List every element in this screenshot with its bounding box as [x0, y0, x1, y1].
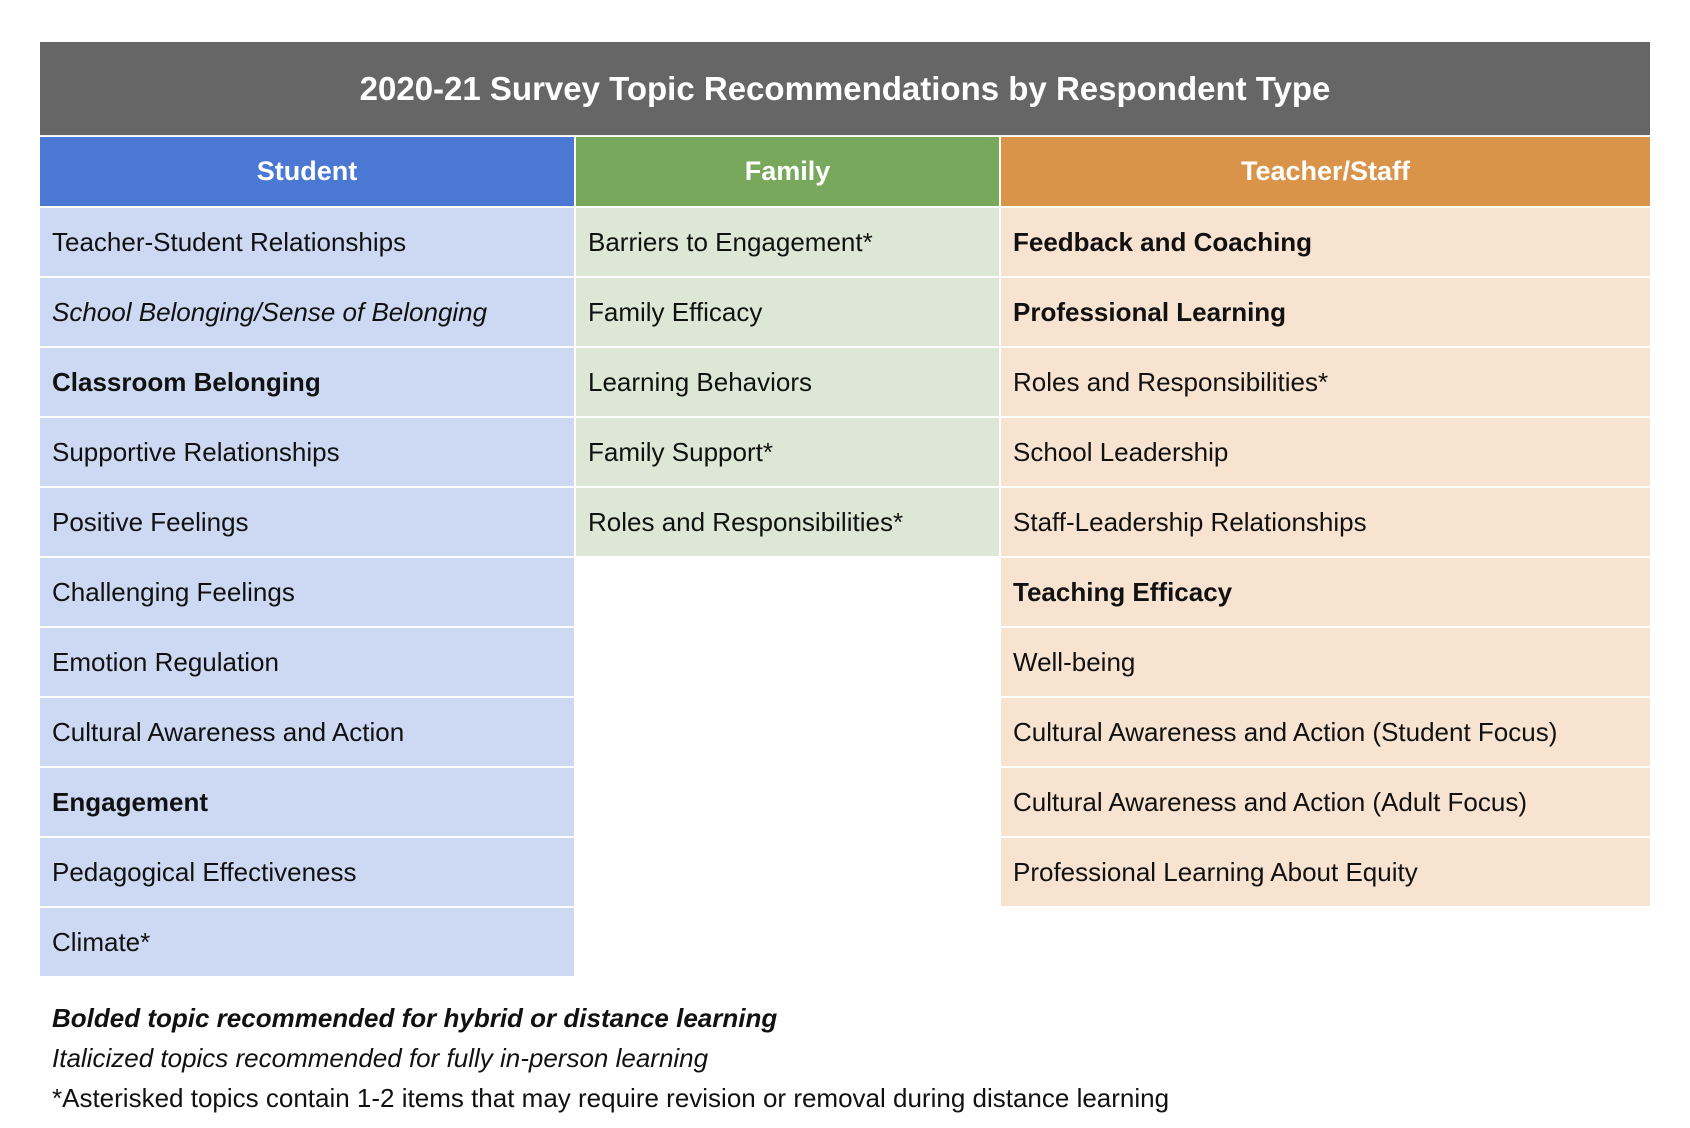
student-column [40, 137, 574, 976]
teacher-topic-cell: School Leadership [1001, 418, 1650, 486]
teacher-topic-cell: Cultural Awareness and Action (Student Focus) [1001, 698, 1650, 766]
student-topic-cell: Teacher-Student Relationships [40, 208, 574, 276]
teacher-column [1001, 137, 1650, 976]
family-topic-cell: Family Efficacy [576, 278, 999, 346]
family-cells [576, 208, 999, 556]
table-grid [40, 137, 1650, 976]
survey-topic-table [40, 42, 1650, 976]
teacher-topic-cell: Professional Learning [1001, 278, 1650, 346]
student-topic-cell: School Belonging/Sense of Belonging [40, 278, 574, 346]
teacher-topic-cell: Cultural Awareness and Action (Adult Focus) [1001, 768, 1650, 836]
student-topic-cell: Engagement [40, 768, 574, 836]
student-header: Student [40, 137, 574, 206]
family-topic-cell: Barriers to Engagement* [576, 208, 999, 276]
student-cells [40, 208, 574, 976]
family-topic-cell: Learning Behaviors [576, 348, 999, 416]
student-topic-cell: Emotion Regulation [40, 628, 574, 696]
family-topic-cell: Roles and Responsibilities* [576, 488, 999, 556]
legend-notes [52, 998, 1169, 1118]
family-header: Family [576, 137, 999, 206]
teacher-topic-cell: Feedback and Coaching [1001, 208, 1650, 276]
teacher-header: Teacher/Staff [1001, 137, 1650, 206]
teacher-topic-cell: Professional Learning About Equity [1001, 838, 1650, 906]
teacher-topic-cell: Roles and Responsibilities* [1001, 348, 1650, 416]
teacher-topic-cell: Staff-Leadership Relationships [1001, 488, 1650, 556]
student-topic-cell: Classroom Belonging [40, 348, 574, 416]
student-topic-cell: Positive Feelings [40, 488, 574, 556]
student-topic-cell: Cultural Awareness and Action [40, 698, 574, 766]
student-topic-cell: Supportive Relationships [40, 418, 574, 486]
table-title: 2020-21 Survey Topic Recommendations by Respondent Type [40, 42, 1650, 136]
student-topic-cell: Challenging Feelings [40, 558, 574, 626]
teacher-cells [1001, 208, 1650, 906]
student-topic-cell: Climate* [40, 908, 574, 976]
family-topic-cell: Family Support* [576, 418, 999, 486]
family-column [576, 137, 999, 976]
teacher-topic-cell: Well-being [1001, 628, 1650, 696]
teacher-topic-cell: Teaching Efficacy [1001, 558, 1650, 626]
bold-note: Bolded topic recommended for hybrid or distance learning [52, 1003, 778, 1033]
italic-note: Italicized topics recommended for fully in-person learning [52, 1043, 709, 1073]
asterisk-note: *Asterisked topics contain 1-2 items that may require revision or removal during distance learning [52, 1083, 1170, 1113]
student-topic-cell: Pedagogical Effectiveness [40, 838, 574, 906]
